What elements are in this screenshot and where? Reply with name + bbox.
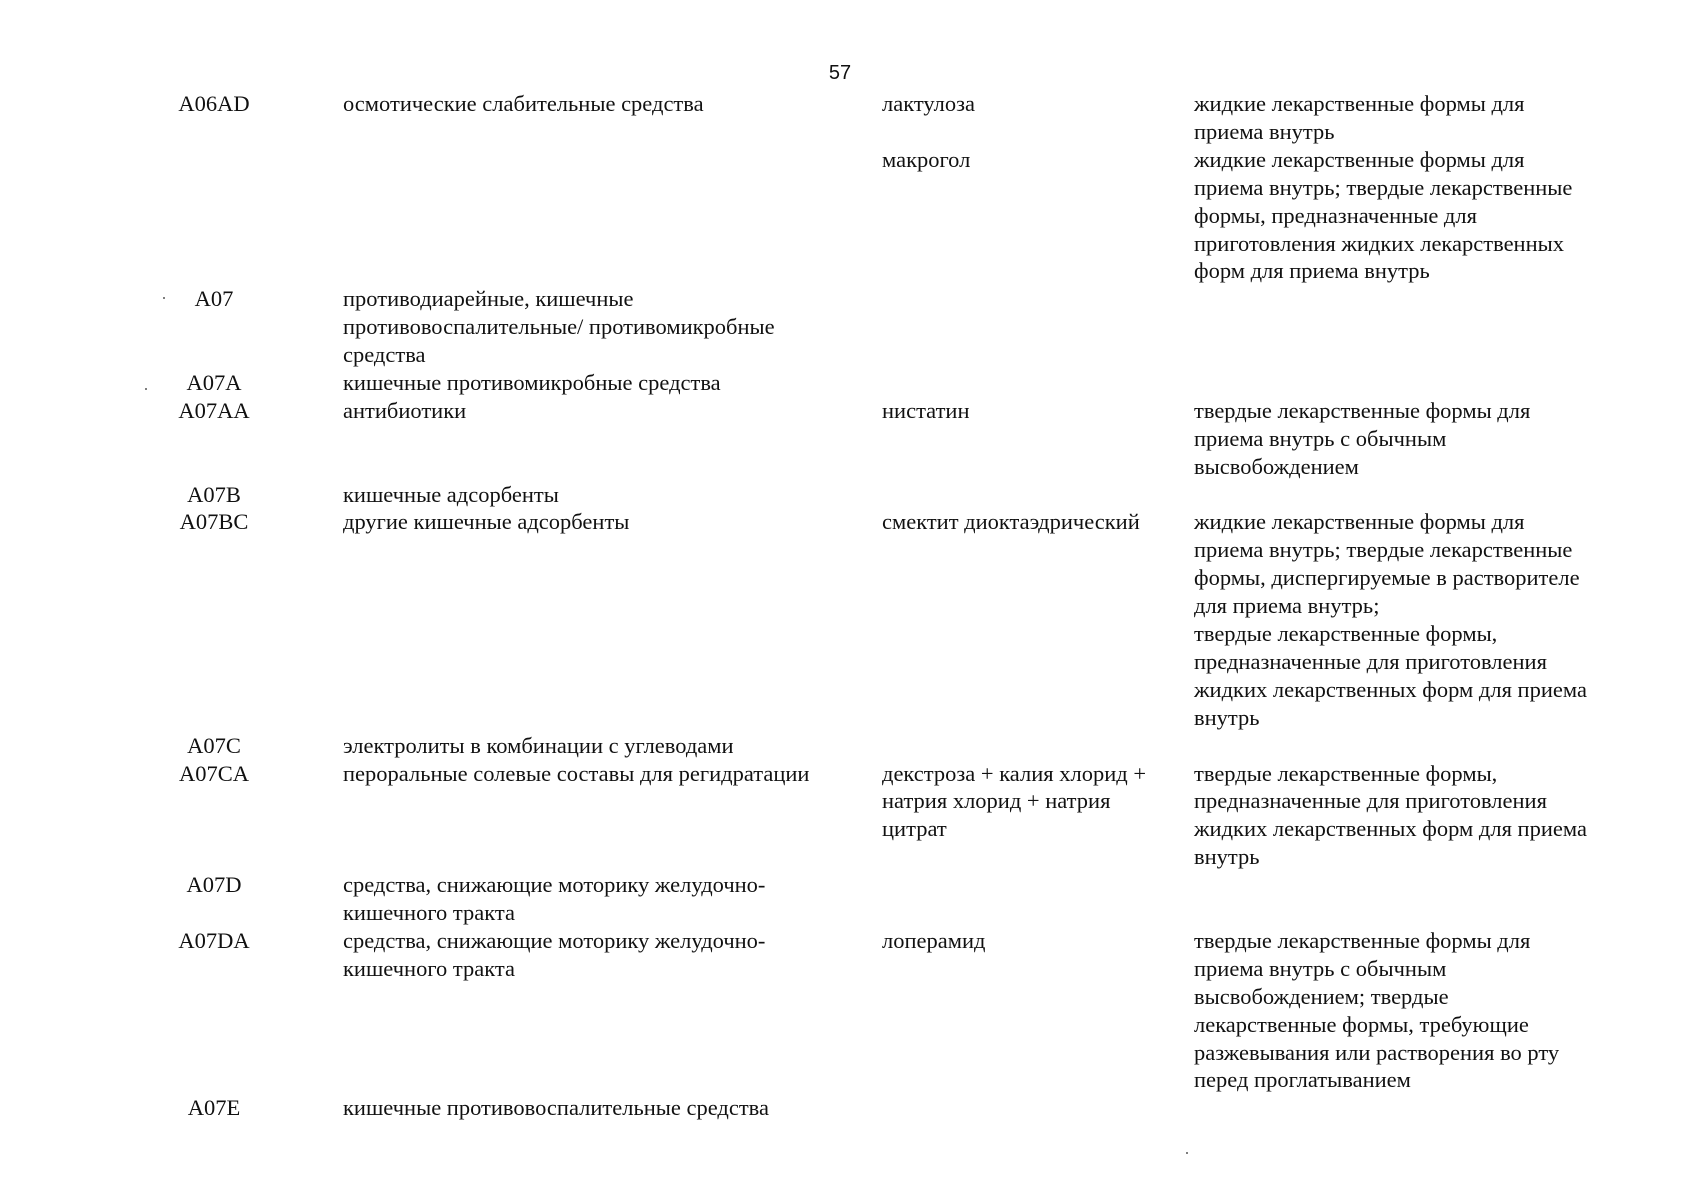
anatomic-group (343, 90, 704, 118)
drug-name-line: лактулоза (882, 91, 975, 116)
dosage-form-line: лекарственные формы, требующие (1194, 1011, 1529, 1037)
atc-code: A07A (186, 369, 242, 395)
anatomic-group-line: средства (343, 342, 426, 368)
table-row (150, 481, 1630, 509)
dosage-form-line: твердые лекарственные формы, (1194, 760, 1498, 786)
table-row (150, 146, 1630, 286)
drug-name (882, 90, 975, 118)
dosage-form-line: высвобождением (1194, 453, 1359, 479)
atc-code: A07 (194, 286, 234, 312)
dosage-form (1194, 927, 1559, 1094)
anatomic-group (343, 732, 734, 760)
drug-name (882, 146, 970, 174)
scan-speck (1186, 1152, 1188, 1154)
dosage-form-line: приема внутрь; твердые лекарственные (1194, 174, 1573, 200)
dosage-form (1194, 146, 1572, 286)
dosage-form (1194, 397, 1530, 481)
drug-name-line: декстроза + калия хлорид + (882, 760, 1147, 786)
drug-name-line: макрогол (882, 146, 971, 172)
dosage-form-line: приема внутрь с обычным (1194, 955, 1447, 981)
dosage-form-line: жидкие лекарственные формы для (1194, 91, 1525, 116)
drug-table (150, 90, 1630, 1122)
dosage-form-line: жидких лекарственных форм для приема (1194, 816, 1587, 842)
drug-name-line: лоперамид (882, 927, 986, 953)
atc-code: A06AD (178, 91, 250, 116)
anatomic-group-line: средства, снижающие моторику желудочно- (343, 872, 766, 898)
scan-speck (145, 388, 147, 390)
anatomic-group (343, 369, 721, 397)
table-row (150, 90, 1630, 146)
drug-name-line: цитрат (882, 816, 947, 842)
dosage-form-line: формы, диспергируемые в растворителе (1194, 565, 1580, 591)
atc-code: A07D (186, 872, 242, 898)
drug-name-line: смектит диоктаэдрический (882, 509, 1140, 535)
anatomic-group (343, 508, 629, 536)
anatomic-group-line: кишечные противовоспалительные средства (343, 1095, 769, 1121)
anatomic-group (343, 1094, 769, 1122)
dosage-form-line: жидкие лекарственные формы для (1194, 146, 1525, 172)
anatomic-group-line: антибиотики (343, 397, 467, 423)
atc-code: A07CA (178, 760, 249, 786)
dosage-form-line: твердые лекарственные формы для (1194, 927, 1531, 953)
anatomic-group (343, 927, 765, 983)
atc-code: A07B (187, 481, 241, 507)
atc-code: A07DA (178, 927, 250, 953)
anatomic-group-line: осмотические слабительные средства (343, 91, 704, 116)
dosage-form-line: приема внутрь; твердые лекарственные (1194, 537, 1573, 563)
table-row (150, 397, 1630, 481)
anatomic-group (343, 285, 775, 369)
anatomic-group-line: кишечного тракта (343, 955, 515, 981)
anatomic-group-line: другие кишечные адсорбенты (343, 509, 630, 535)
dosage-form-line: перед проглатыванием (1194, 1067, 1411, 1093)
drug-name (882, 927, 985, 955)
scan-speck (163, 297, 165, 299)
anatomic-group (343, 397, 466, 425)
dosage-form (1194, 760, 1587, 872)
dosage-form (1194, 90, 1525, 146)
dosage-form-line: высвобождением; твердые (1194, 983, 1449, 1009)
drug-name (882, 508, 1140, 536)
table-row (150, 732, 1630, 760)
atc-code: A07C (187, 732, 241, 758)
dosage-form-line: жидких лекарственных форм для приема (1194, 676, 1587, 702)
drug-name-line: натрия хлорид + натрия (882, 788, 1111, 814)
dosage-form-line: приготовления жидких лекарственных (1194, 230, 1565, 256)
anatomic-group-line: кишечные противомикробные средства (343, 369, 721, 395)
dosage-form-line: разжевывания или растворения во рту (1194, 1039, 1560, 1065)
table-row (150, 1094, 1630, 1122)
atc-code: A07E (187, 1095, 241, 1121)
dosage-form-line: внутрь (1194, 844, 1260, 870)
dosage-form-line: приема внутрь с обычным (1194, 425, 1447, 451)
dosage-form-line: внутрь (1194, 704, 1260, 730)
dosage-form-line: предназначенные для приготовления (1194, 648, 1547, 674)
anatomic-group-line: кишечные адсорбенты (343, 481, 559, 507)
drug-name (882, 397, 970, 425)
anatomic-group (343, 871, 765, 927)
table-row (150, 927, 1630, 1094)
drug-name (882, 760, 1146, 844)
atc-code: A07AA (178, 397, 250, 423)
anatomic-group-line: противовоспалительные/ противомикробные (343, 314, 775, 340)
drug-name-line: нистатин (882, 397, 970, 423)
anatomic-group (343, 760, 809, 788)
table-row (150, 369, 1630, 397)
anatomic-group-line: противодиарейные, кишечные (343, 286, 634, 312)
dosage-form-line: формы, предназначенные для (1194, 202, 1477, 228)
atc-code: A07BC (179, 509, 249, 535)
table-row (150, 285, 1630, 369)
table-row (150, 508, 1630, 731)
anatomic-group-line: средства, снижающие моторику желудочно- (343, 927, 766, 953)
anatomic-group-line: электролиты в комбинации с углеводами (343, 732, 734, 758)
dosage-form-line: твердые лекарственные формы, (1194, 621, 1498, 647)
anatomic-group (343, 481, 559, 509)
table-row (150, 760, 1630, 872)
dosage-form-line: твердые лекарственные формы для (1194, 397, 1531, 423)
dosage-form-line: предназначенные для приготовления (1194, 788, 1547, 814)
page-number: 57 (828, 62, 852, 84)
dosage-form-line: для приема внутрь; (1194, 593, 1380, 619)
dosage-form-line: жидкие лекарственные формы для (1194, 509, 1525, 535)
anatomic-group-line: пероральные солевые составы для регидратации (343, 760, 810, 786)
dosage-form (1194, 508, 1587, 731)
anatomic-group-line: кишечного тракта (343, 900, 515, 926)
dosage-form-line: приема внутрь (1194, 118, 1335, 144)
dosage-form-line: форм для приема внутрь (1194, 258, 1430, 284)
table-row (150, 871, 1630, 927)
